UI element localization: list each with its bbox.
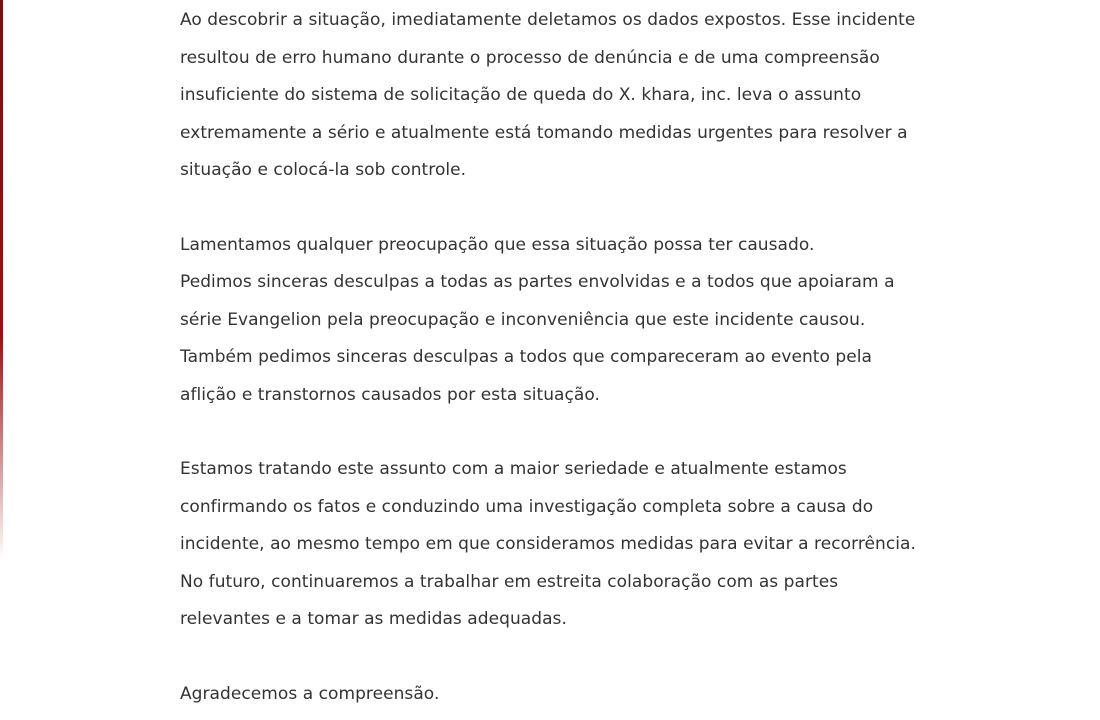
text-line: série Evangelion pela preocupação e inconveniência que este incidente causou. bbox=[180, 309, 866, 330]
text-line: Ao descobrir a situação, imediatamente deletamos os dados expostos. Esse incidente bbox=[180, 10, 916, 30]
text-line: Lamentamos qualquer preocupação que essa situação possa ter causado. bbox=[180, 234, 815, 255]
paragraph-investigation bbox=[180, 451, 940, 639]
text-line: relevantes e a tomar as medidas adequadas. bbox=[180, 609, 567, 629]
article-body bbox=[180, 2, 940, 720]
paragraph-incident bbox=[180, 2, 940, 190]
text-line: incidente, ao mesmo tempo em que consideramos medidas para evitar a recorrência. bbox=[180, 534, 916, 554]
text-line: resultou de erro humano durante o processo de denúncia e de uma compreensão bbox=[180, 47, 880, 68]
text-line: Também pedimos sinceras desculpas a todos que compareceram ao evento pela bbox=[180, 347, 873, 367]
text-line: Pedimos sinceras desculpas a todas as partes envolvidas e a todos que apoiaram a bbox=[180, 272, 895, 292]
paragraph-apology bbox=[180, 227, 940, 415]
text-line: extremamente a sério e atualmente está tomando medidas urgentes para resolver a bbox=[180, 122, 908, 143]
text-line: insuficiente do sistema de solicitação de queda do X. khara, inc. leva o assunto bbox=[180, 85, 862, 105]
left-accent-bar bbox=[0, 0, 3, 560]
text-line: confirmando os fatos e conduzindo uma investigação completa sobre a causa do bbox=[180, 496, 874, 517]
text-line: aflição e transtornos causados por esta situação. bbox=[180, 384, 600, 405]
text-line: situação e colocá-la sob controle. bbox=[180, 160, 467, 180]
text-line: Agradecemos a compreensão. bbox=[180, 683, 440, 704]
text-line: Estamos tratando este assunto com a maior seriedade e atualmente estamos bbox=[180, 459, 847, 479]
text-line: No futuro, continuaremos a trabalhar em estreita colaboração com as partes bbox=[180, 571, 839, 592]
paragraph-thanks bbox=[180, 676, 940, 714]
